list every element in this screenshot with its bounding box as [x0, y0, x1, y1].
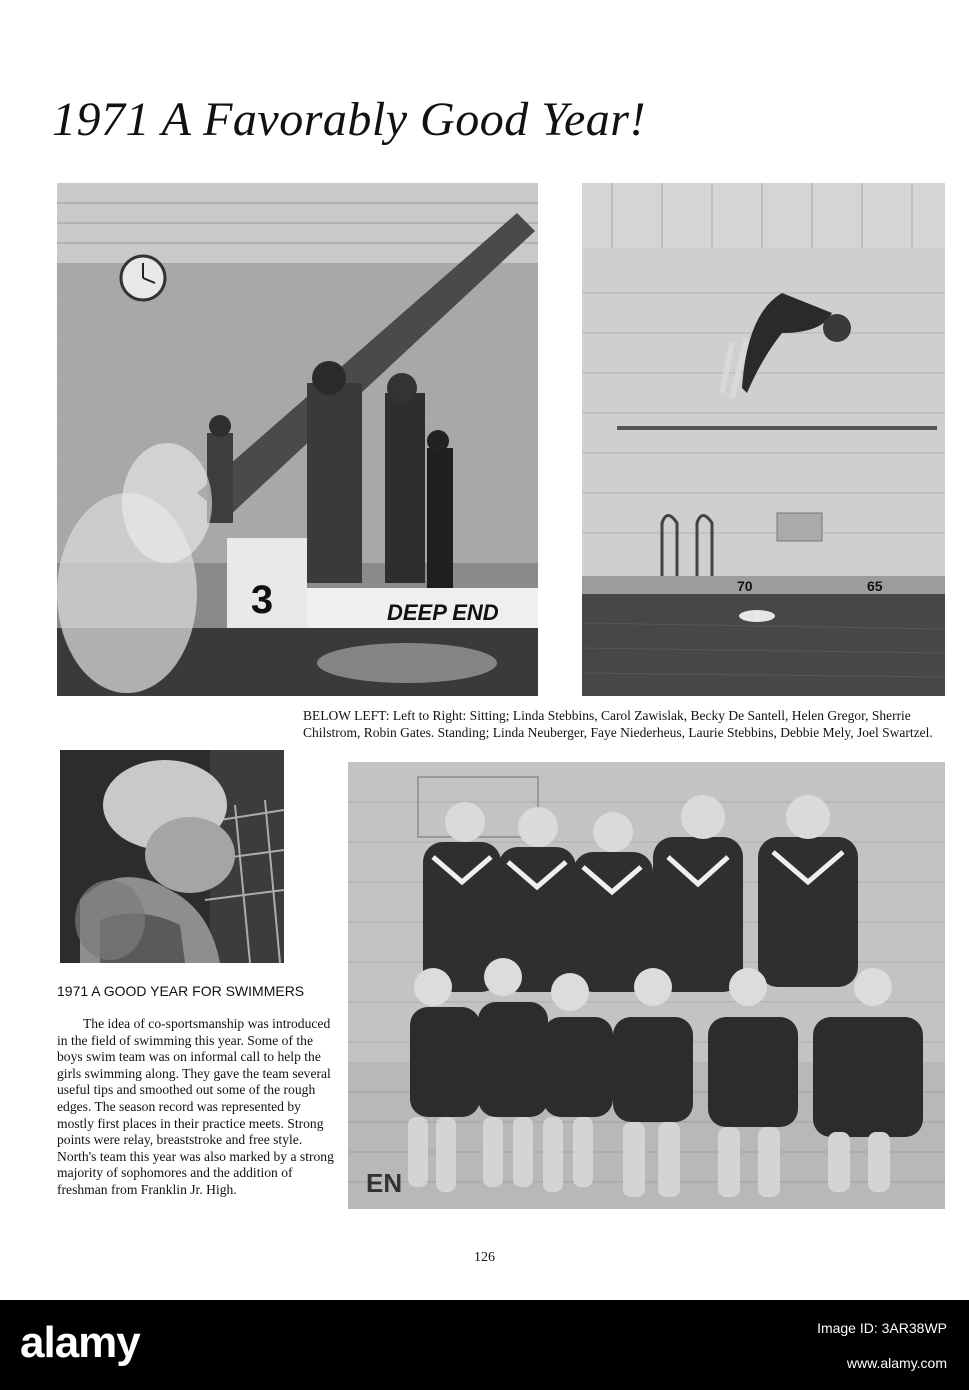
depth-marker-70: 70: [737, 578, 753, 594]
story-body: The idea of co-sportsmanship was introduced in the field of swimming this year. Some of the boys swim team was on informal call to help the girls swimming along. They gave the team several useful tips and smoothed out some of the rough edges. The season record was represented by mostly first places in their practice meets. Strong points were relay, breaststroke and free style. North's team this year was also marked by a strong majority of sophomores and the addition of freshman from Franklin Jr. High.: [57, 1016, 334, 1197]
image-url[interactable]: www.alamy.com: [846, 1355, 947, 1371]
wall-letters: EN: [366, 1168, 403, 1198]
deep-end-sign: DEEP END: [387, 600, 499, 625]
photo-diving-board: [57, 183, 538, 696]
alamy-logo[interactable]: alamy: [20, 1318, 140, 1367]
image-id: Image ID: 3AR38WP: [817, 1320, 947, 1336]
page-number: 126: [474, 1250, 495, 1265]
photo-swimmer-cap: [60, 750, 284, 963]
photo-diver: [582, 183, 945, 696]
depth-marker-65: 65: [867, 578, 883, 594]
team-photo-caption: BELOW LEFT: Left to Right: Sitting; Linda Stebbins, Carol Zawislak, Becky De Santell, Helen Gregor, Sherrie Chilstrom, Robin Gates. Standing; Linda Neuberger, Faye Niederheus, Laurie Stebbins, Debbie Mely, Joel Swartzel.: [303, 708, 933, 740]
lane-number: 3: [250, 578, 274, 622]
watermark-footer: [0, 1300, 969, 1390]
story-heading: 1971 A GOOD YEAR FOR SWIMMERS: [57, 983, 305, 999]
page-title: 1971 A Favorably Good Year!: [52, 93, 646, 146]
photo-team: [348, 762, 945, 1209]
